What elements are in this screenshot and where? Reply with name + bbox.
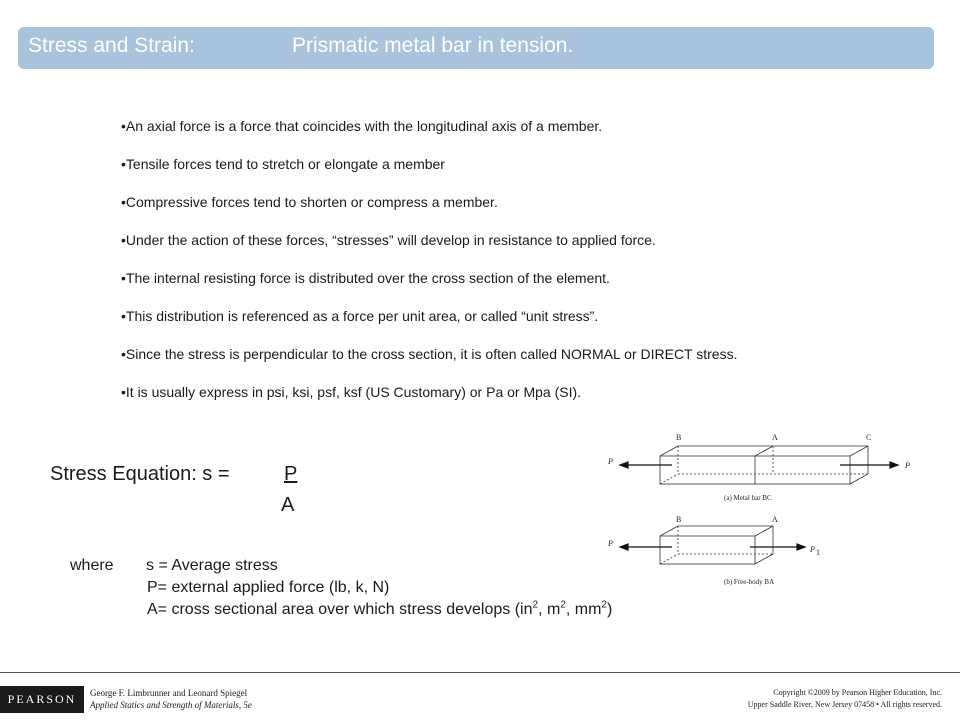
bullet-item: • Under the action of these forces, “stresses” will develop in resistance to applied force.: [121, 231, 901, 269]
slide-subtitle: Prismatic metal bar in tension.: [292, 34, 574, 57]
force-arrow-left-b: [620, 544, 672, 550]
definition-s: s = Average stress: [146, 557, 278, 574]
bullet-item: • An axial force is a force that coincides with the longitudinal axis of a member.: [121, 117, 901, 155]
label-p1-sub: 1: [816, 548, 820, 557]
force-arrow-right-a: [840, 462, 898, 468]
slide-title: Stress and Strain:: [28, 34, 195, 57]
footer-copyright: [748, 687, 942, 711]
bullet-item: • Tensile forces tend to stretch or elongate a member: [121, 155, 901, 193]
free-body-ba: [660, 526, 773, 564]
bullet-item: • Compressive forces tend to shorten or compress a member.: [121, 193, 901, 231]
label-p-right: P: [905, 461, 910, 470]
label-p-left: P: [608, 457, 613, 466]
label-b-2: B: [676, 515, 682, 524]
copyright-line: Copyright ©2009 by Pearson Higher Education, Inc.: [773, 688, 942, 697]
footer-book-title: Applied Statics and Strength of Materials, 5e: [90, 700, 252, 710]
definition-p: P= external applied force (lb, k, N): [147, 579, 390, 596]
label-p-left-2: P: [608, 539, 613, 548]
bullet-item: • The internal resisting force is distributed over the cross section of the element.: [121, 269, 901, 307]
caption-a: (a) Metal bar BC: [724, 494, 772, 502]
metal-bar-diagram: [600, 428, 920, 588]
bullet-list: [121, 117, 901, 421]
equation-label: Stress Equation: s =: [50, 463, 230, 485]
caption-b: (b) Free-body BA: [724, 578, 775, 586]
bullet-item: • Since the stress is perpendicular to the cross section, it is often called NORMAL or DIRECT stress.: [121, 345, 901, 383]
equation-denominator: A: [281, 494, 295, 516]
metal-bar-figure: [600, 428, 920, 588]
where-word: where: [70, 557, 114, 574]
bullet-item: • It is usually express in psi, ksi, psf, ksf (US Customary) or Pa or Mpa (SI).: [121, 383, 901, 421]
label-p1: P: [810, 545, 815, 554]
label-b: B: [676, 433, 682, 442]
force-arrow-left-a: [620, 462, 672, 468]
address-line: Upper Saddle River, New Jersey 07458 • All rights reserved.: [747, 700, 942, 709]
label-c: C: [866, 433, 872, 442]
title-bar: [18, 27, 934, 69]
where-row-s: [70, 555, 612, 577]
footer-divider: [0, 672, 960, 673]
label-a: A: [772, 433, 778, 442]
footer-authors: George F. Limbrunner and Leonard Spiegel: [90, 688, 248, 698]
force-arrow-right-b: [750, 544, 805, 550]
bullet-item: • This distribution is referenced as a force per unit area, or called “unit stress”.: [121, 307, 901, 345]
metal-bar-bc: [660, 446, 868, 484]
pearson-logo: PEARSON: [0, 686, 84, 713]
label-a-2: A: [772, 515, 778, 524]
footer-citation: [90, 687, 252, 711]
variable-definitions: [70, 555, 612, 621]
equation-numerator: P: [284, 463, 298, 485]
definition-a: A= cross sectional area over which stress develops ($in^2$, $m^2$, $mm^2$): [147, 599, 613, 618]
